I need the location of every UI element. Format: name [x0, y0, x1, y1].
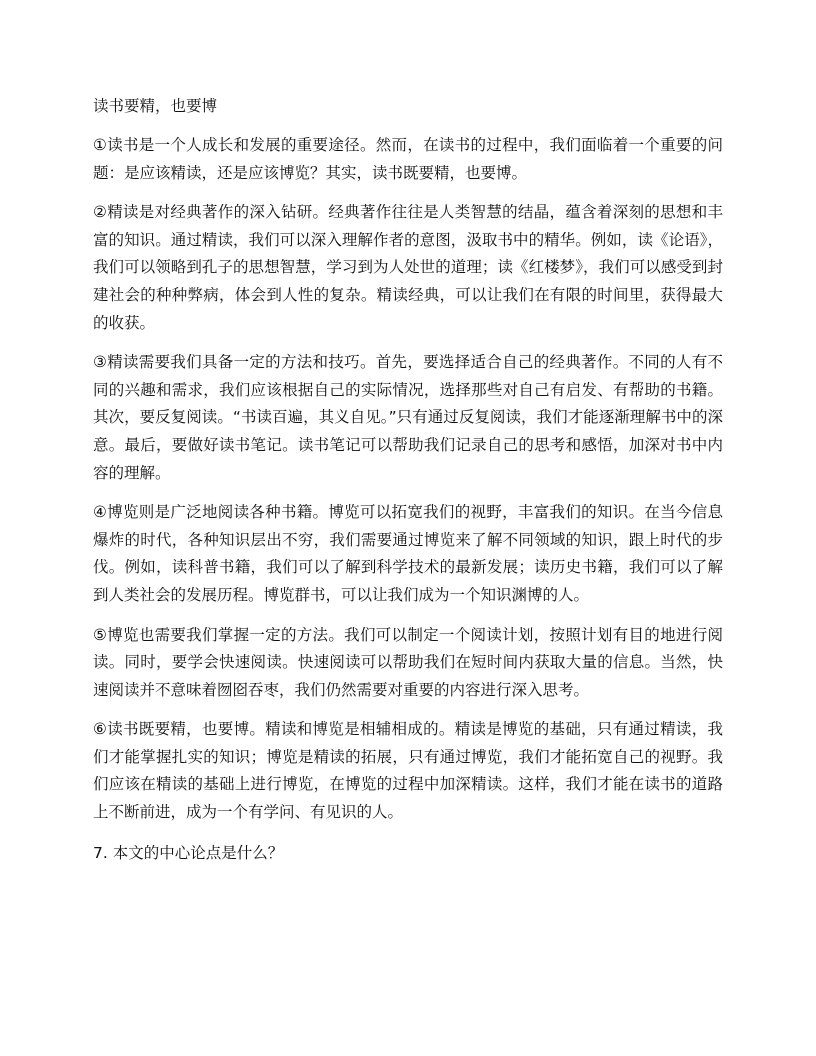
paragraph-6: ⑥读书既要精，也要博。精读和博览是相辅相成的。精读是博览的基础，只有通过精读，我们才能掌握扎实的知识；博览是精读的拓展，只有通过博览，我们才能拓宽自己的视野。我们应该在精读的基础上进行博览，在博览的过程中加深精读。这样，我们才能在读书的道路上不断前进，成为一个有学问、有见识的人。 — [93, 720, 723, 822]
paragraph-3: ③精读需要我们具备一定的方法和技巧。首先，要选择适合自己的经典著作。不同的人有不同的兴趣和需求，我们应该根据自己的实际情况，选择那些对自己有启发、有帮助的书籍。其次，要反复阅读。“书读百遍，其义自见。”只有通过反复阅读，我们才能逐渐理解书中的深意。最后，要做好读书笔记。读书笔记可以帮助我们记录自己的思考和感悟，加深对书中内容的理解。 — [93, 353, 723, 482]
paragraph-5: ⑤博览也需要我们掌握一定的方法。我们可以制定一个阅读计划，按照计划有目的地进行阅读。同时，要学会快速阅读。快速阅读可以帮助我们在短时间内获取大量的信息。当然，快速阅读并不意味着囫囵吞枣，我们仍然需要对重要的内容进行深入思考。 — [93, 625, 723, 699]
article-title: 读书要精，也要博 — [93, 97, 218, 115]
paragraph-1: ①读书是一个人成长和发展的重要途径。然而，在读书的过程中，我们面临着一个重要的问题：是应该精读，还是应该博览？其实，读书既要精，也要博。 — [93, 136, 723, 182]
question-7: 7. 本文的中心论点是什么？ — [93, 843, 284, 862]
document-page — [93, 92, 723, 867]
paragraph-2: ②精读是对经典著作的深入钻研。经典著作往往是人类智慧的结晶，蕴含着深刻的思想和丰富的知识。通过精读，我们可以深入理解作者的意图，汲取书中的精华。例如，读《论语》，我们可以领略到孔子的思想智慧，学习到为人处世的道理；读《红楼梦》，我们可以感受到封建社会的种种弊病，体会到人性的复杂。精读经典，可以让我们在有限的时间里，获得最大的收获。 — [93, 203, 723, 332]
paragraph-4: ④博览则是广泛地阅读各种书籍。博览可以拓宽我们的视野，丰富我们的知识。在当今信息爆炸的时代，各种知识层出不穷，我们需要通过博览来了解不同领域的知识，跟上时代的步伐。例如，读科普书籍，我们可以了解到科学技术的最新发展；读历史书籍，我们可以了解到人类社会的发展历程。博览群书，可以让我们成为一个知识渊博的人。 — [93, 503, 723, 604]
